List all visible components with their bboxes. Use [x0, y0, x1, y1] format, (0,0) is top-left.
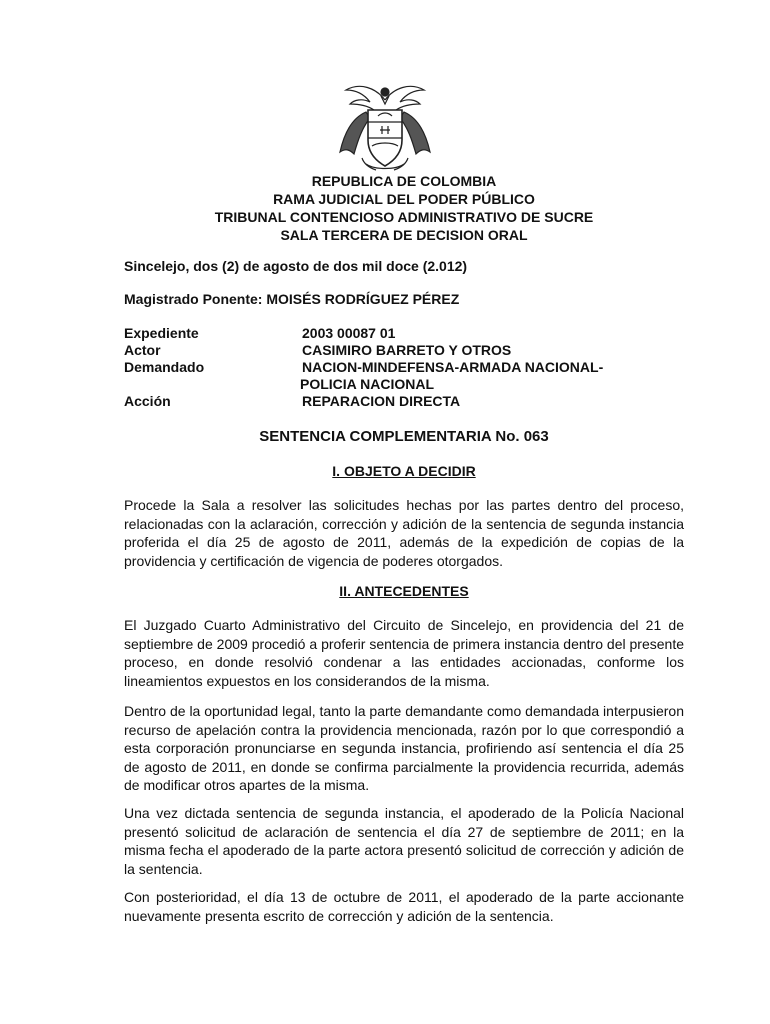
paragraph-antecedentes-2: Dentro de la oportunidad legal, tanto la parte demandante como demandada interpusieron recurso de apelación contra la providencia mencionada, razón por lo que correspondió a esta corporación pronunciarse en segunda instancia, profiriendo así sentencia el día 25 de agosto de 2011, en donde se confirma parcialmente la providencia recurrida, además de modificar otros apartes de la misma.	[124, 703, 684, 794]
coat-of-arms-seal	[326, 78, 444, 178]
court-header	[124, 172, 684, 244]
expediente-label: Expediente	[124, 325, 199, 341]
document-title: SENTENCIA COMPLEMENTARIA No. 063	[259, 428, 549, 445]
header-judicial-branch: RAMA JUDICIAL DEL PODER PÚBLICO	[273, 191, 535, 207]
demandado-value-2: POLICIA NACIONAL	[300, 376, 435, 392]
section-heading-objeto: I. OBJETO A DECIDIR	[332, 463, 476, 479]
date-line: Sincelejo, dos (2) de agosto de dos mil doce (2.012)	[124, 258, 468, 274]
header-tribunal: TRIBUNAL CONTENCIOSO ADMINISTRATIVO DE SUCRE	[214, 209, 594, 225]
accion-value: REPARACION DIRECTA	[302, 393, 461, 409]
magistrate-line: Magistrado Ponente: MOISÉS RODRÍGUEZ PÉREZ	[124, 291, 460, 307]
accion-label: Acción	[124, 393, 171, 409]
demandado-label: Demandado	[124, 359, 205, 375]
actor-label: Actor	[124, 342, 161, 358]
paragraph-antecedentes-4: Con posterioridad, el día 13 de octubre de 2011, el apoderado de la parte accionante nuevamente presenta escrito de corrección y adición de la sentencia.	[124, 889, 684, 924]
header-chamber: SALA TERCERA DE DECISION ORAL	[280, 227, 528, 243]
demandado-value-1: NACION-MINDEFENSA-ARMADA NACIONAL-	[302, 359, 604, 375]
paragraph-antecedentes-1: El Juzgado Cuarto Administrativo del Circuito de Sincelejo, en providencia del 21 de septiembre de 2009 procedió a proferir sentencia de primera instancia dentro del presente proceso, en donde resolvió condenar a las entidades accionadas, conforme los lineamientos expuestos en los considerandos de la misma.	[124, 617, 684, 689]
paragraph-antecedentes-3: Una vez dictada sentencia de segunda instancia, el apoderado de la Policía Nacional presentó solicitud de aclaración de sentencia el día 27 de septiembre de 2011; en la misma fecha el apoderado de la parte actora presentó solicitud de corrección y adición de la sentencia.	[124, 805, 684, 877]
expediente-value: 2003 00087 01	[302, 325, 396, 341]
section-heading-antecedentes: II. ANTECEDENTES	[339, 583, 469, 599]
actor-value: CASIMIRO BARRETO Y OTROS	[302, 342, 512, 358]
paragraph-objeto: Procede la Sala a resolver las solicitudes hechas por las partes dentro del proceso, relacionadas con la aclaración, corrección y adición de la sentencia de segunda instancia proferida el día 25 de agosto de 2011, además de la expedición de copias de la providencia y certificación de vigencia de poderes otorgados.	[124, 497, 684, 569]
header-republic: REPUBLICA DE COLOMBIA	[311, 173, 497, 189]
